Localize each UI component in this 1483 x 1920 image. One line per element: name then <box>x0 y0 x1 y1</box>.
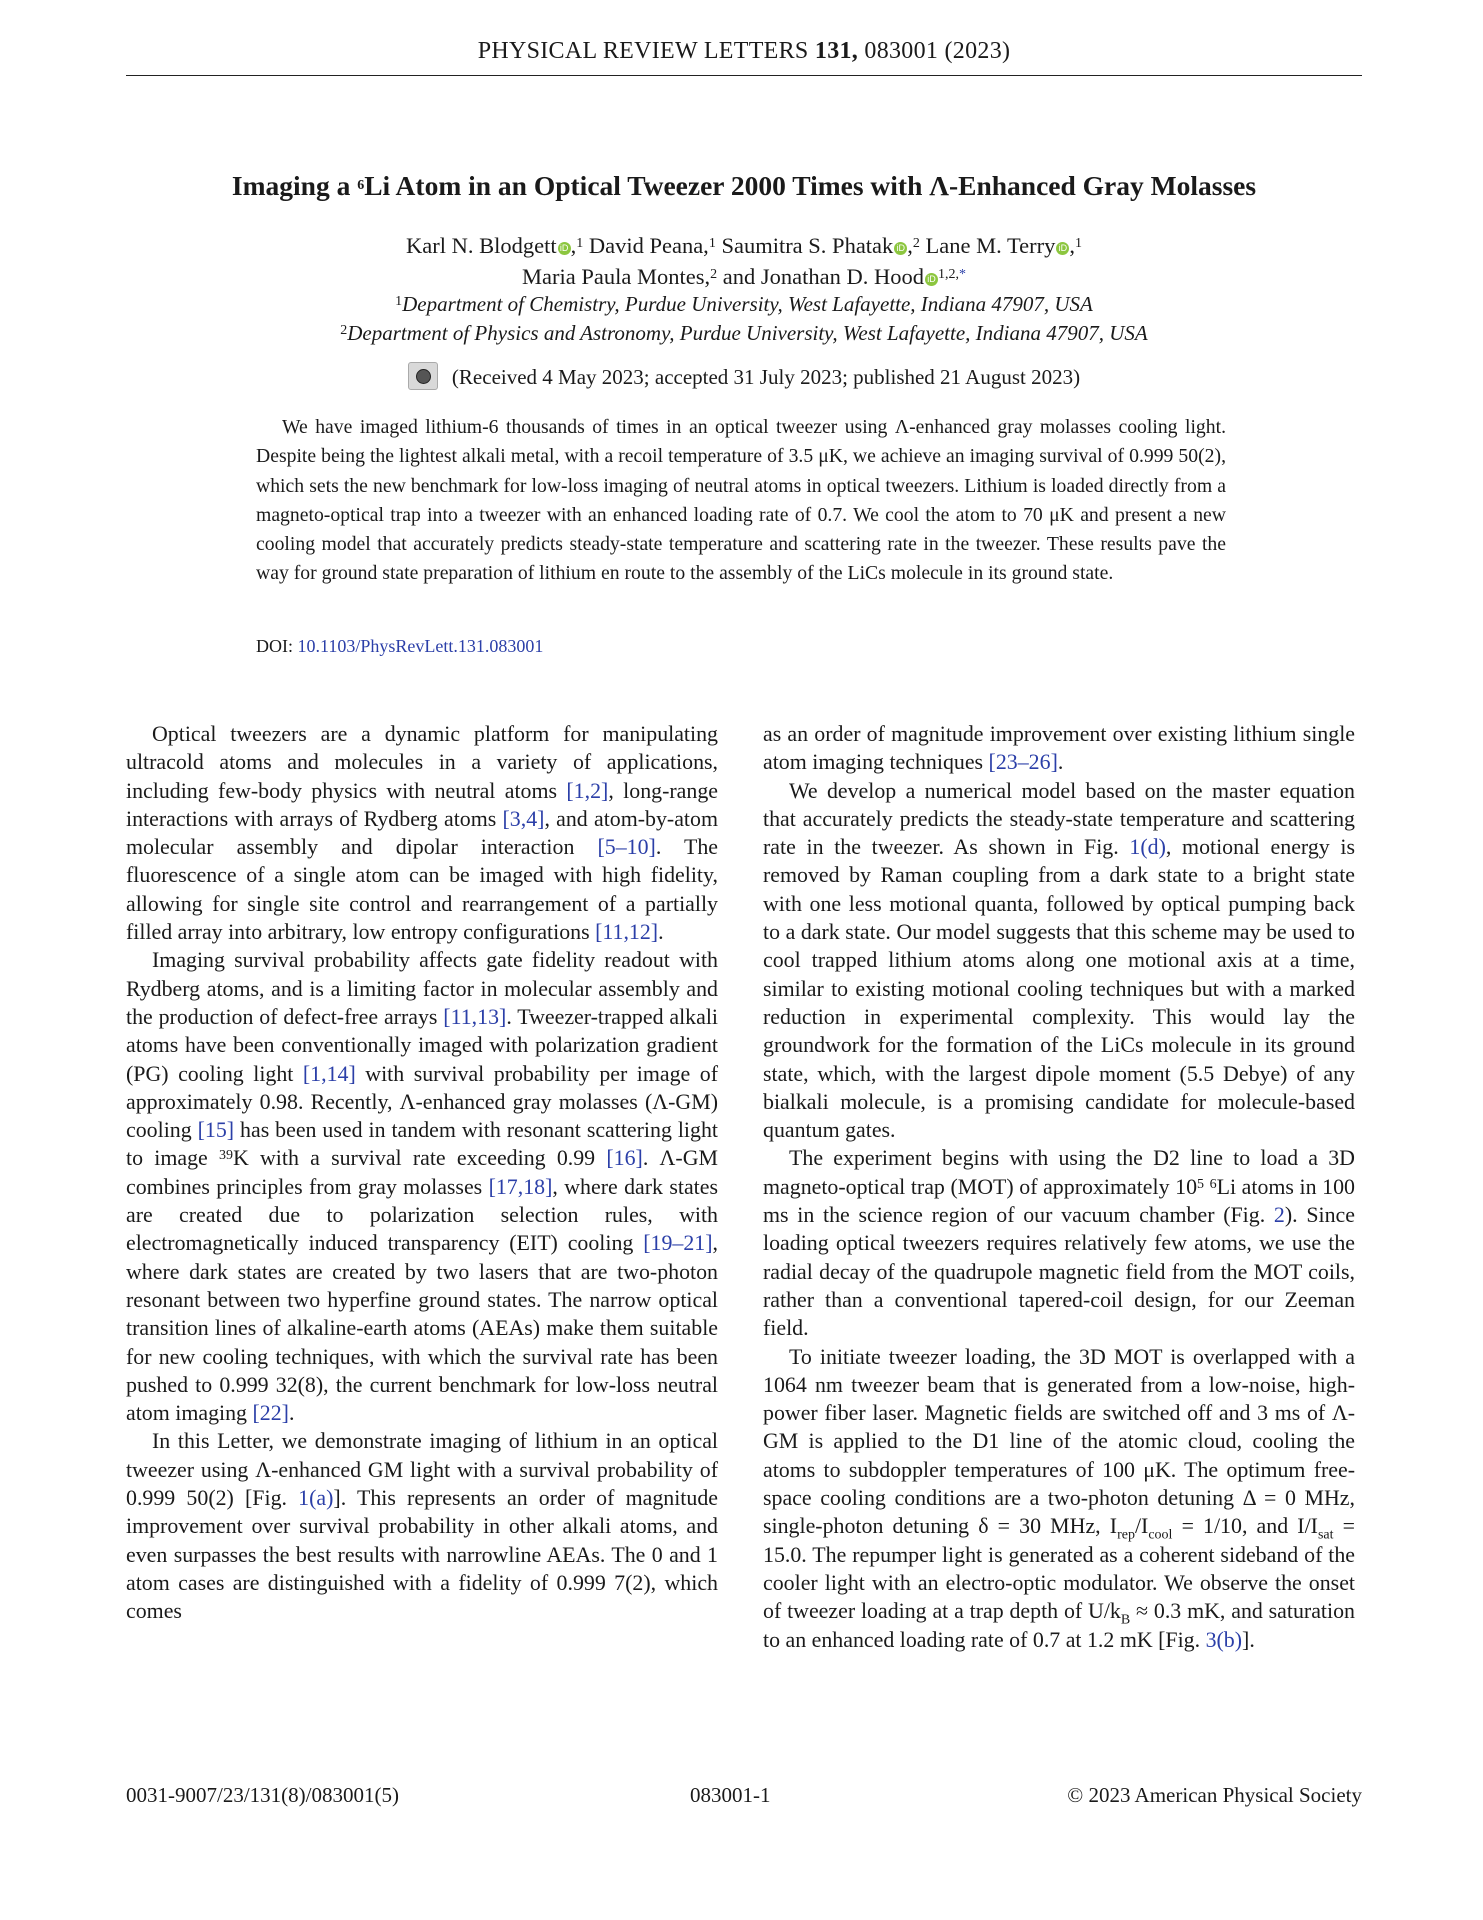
affiliation-1 <box>126 292 1362 317</box>
author-2: David Peana, <box>588 233 709 258</box>
subscript: cool <box>1148 1527 1173 1543</box>
doi-line <box>256 636 543 657</box>
citation-link[interactable]: [16] <box>606 1145 643 1171</box>
citation-link[interactable]: [22] <box>252 1400 289 1426</box>
text: , where dark states are created by two lasers that are two-photon resonant between two hyperfine ground states. The narrow optical transition lines of alkaline-earth atoms (AEAs) make them suitable for new cooling techniques, with which the survival rate has been pushed to 0.999 32(8), the current benchmark for low-loss neutral atom imaging <box>126 1230 718 1426</box>
author-3: Saumitra S. Phatak <box>721 233 894 258</box>
text: , long-range interactions with arrays of Rydberg atoms <box>126 777 718 831</box>
figure-link[interactable]: 1(d) <box>1129 834 1166 860</box>
doi-label: DOI: <box>256 636 293 656</box>
text: = 1/10, and I/I <box>1172 1513 1318 1539</box>
orcid-icon[interactable]: iD <box>894 242 907 255</box>
text: as an order of magnitude improvement over existing lithium single atom imaging techniques <box>763 721 1355 775</box>
author-6: and Jonathan D. Hood <box>722 264 924 289</box>
citation-link[interactable]: [11,13] <box>443 1003 507 1029</box>
title-pre: Imaging a <box>231 170 358 201</box>
subscript: B <box>1120 1612 1131 1628</box>
subscript: rep <box>1117 1527 1135 1543</box>
author-2-affil: 1 <box>708 236 716 251</box>
affiliation-2 <box>126 321 1362 346</box>
text: /I <box>1134 1513 1149 1539</box>
citation-link[interactable]: [15] <box>197 1117 235 1143</box>
journal-name: PHYSICAL REVIEW LETTERS <box>477 38 809 64</box>
text: We develop a numerical model based on the master equation that accurately predicts the steady-state temperature and scattering rate in the tweezer. As shown in Fig. <box>763 777 1355 860</box>
paragraph-5 <box>763 777 1355 1145</box>
citation-link[interactable]: [19–21] <box>643 1230 713 1256</box>
text: The experiment begins with using the D2 line to load a 3D magneto-optical trap (MOT) of approximately 10 <box>763 1145 1355 1199</box>
citation-link[interactable]: [1,2] <box>566 777 609 803</box>
title-post: Li Atom in an Optical Tweezer 2000 Times with Λ-Enhanced Gray Molasses <box>364 170 1257 201</box>
text: ≈ 0.3 mK, and saturation to an enhanced loading rate of 0.7 at 1.2 mK [Fig. <box>763 1598 1355 1652</box>
author-6-affil: 1,2, <box>937 267 959 282</box>
text <box>1204 1174 1210 1199</box>
figure-link[interactable]: 3(b) <box>1205 1626 1243 1652</box>
paragraph-6 <box>763 1144 1355 1342</box>
article-number: 083001 (2023) <box>864 38 1011 64</box>
affiliation-1-text: Department of Chemistry, Purdue University, West Lafayette, Indiana 47907, USA <box>402 292 1093 316</box>
text: ). Since loading optical tweezers requires relatively few atoms, we use the radial decay of the quadrupole magnetic field from the MOT coils, rather than a conventional tapered-coil design, for our Zeeman field. <box>763 1202 1355 1341</box>
text: . <box>658 919 664 945</box>
left-column <box>126 720 718 1626</box>
abstract: We have imaged lithium-6 thousands of times in an optical tweezer using Λ-enhanced gray molasses cooling light. Despite being the lightest alkali metal, with a recoil temperature of 3.5 μK, we achieve an imaging survival of 0.999 50(2), which sets the new benchmark for low-loss imaging of neutral atoms in optical tweezers. Lithium is loaded directly from a magneto-optical trap into a tweezer with an enhanced loading rate of 0.7. We cool the atom to 70 μK and present a new cooling model that accurately predicts steady-state temperature and scattering rate in the tweezer. These results pave the way for ground state preparation of lithium en route to the assembly of the LiCs molecule in its ground state. <box>256 416 1226 585</box>
mass-number: 6 <box>1209 1176 1217 1192</box>
text: Optical tweezers are a dynamic platform for manipulating ultracold atoms and molecules in a variety of applications, including few-body physics with neutral atoms <box>126 721 718 803</box>
text: . The fluorescence of a single atom can be imaged with high fidelity, allowing for single site control and rearrangement of a partially filled array into arbitrary, low entropy configurations <box>126 834 718 945</box>
author-4-affil: 1 <box>1075 236 1083 251</box>
text: K with a survival rate exceeding 0.99 <box>232 1145 607 1171</box>
text: Imaging survival probability affects gate fidelity readout with Rydberg atoms, and is a limiting factor in molecular assembly and the production of defect-free arrays <box>126 947 718 1029</box>
figure-link[interactable]: 1(a) <box>298 1485 334 1511</box>
title-mass-number: 6 <box>357 178 365 193</box>
citation-link[interactable]: [17,18] <box>488 1173 553 1199</box>
author-1: Karl N. Blodgett <box>405 233 557 258</box>
received-dates <box>126 362 1362 390</box>
text: To initiate tweezer loading, the 3D MOT is overlapped with a 1064 nm tweezer beam that is generated from a low-noise, high-power fiber laser. Magnetic fields are switched off and 3 ms of Λ-GM is applied to the D1 line of the atomic cloud, cooling the atoms to subdoppler temperatures of 100 μK. The optimum free-space cooling conditions are a two-photon detuning Δ = 0 MHz, single-photon detuning δ = 30 MHz, I <box>763 1343 1355 1539</box>
author-5: Maria Paula Montes, <box>522 264 711 289</box>
author-1-affil: 1 <box>576 236 584 251</box>
text: ]. <box>1242 1626 1255 1652</box>
footer-page-number: 083001-1 <box>690 1783 771 1807</box>
text: Li atoms in 100 ms in the science region of our vacuum chamber (Fig. <box>763 1173 1355 1228</box>
mass-number: 39 <box>218 1148 233 1164</box>
doi-link[interactable]: 10.1103/PhysRevLett.131.083001 <box>297 636 544 656</box>
header-rule <box>126 75 1362 76</box>
author-list: Karl N. Blodgett iD ,$^1$ David Peana,$^1$ Saumitra S. Phatak iD ,$^2$ Lane M. Terry iD ,$^1$ Maria Paula Montes,$^2$ and Jonathan D. Hood iD $^{1,2,*}$ <box>405 233 1083 289</box>
citation-link[interactable]: [23–26] <box>988 749 1058 775</box>
citation-link[interactable]: [3,4] <box>502 805 545 831</box>
author-5-affil: 2 <box>710 267 718 282</box>
text: has been used in tandem with resonant scattering light to image <box>126 1117 718 1171</box>
affiliation-2-text: Department of Physics and Astronomy, Purdue University, West Lafayette, Indiana 47907, USA <box>347 321 1148 345</box>
text: , motional energy is removed by Raman coupling from a dark state to a bright state with one less motional quanta, followed by optical pumping back to a dark state. Our model suggests that this scheme may be used to cool trapped lithium atoms along one motional axis at a time, similar to existing motional cooling techniques but with a marked reduction in experimental complexity. This would lay the groundwork for the formation of the LiCs molecule in its ground state, which, with the largest dipole moment (5.5 Debye) of any bialkali molecule, is a promising candidate for molecule-based quantum gates. <box>763 834 1356 1143</box>
citation-link[interactable]: [11,12] <box>595 919 659 945</box>
citation-link[interactable]: [5–10] <box>597 834 656 860</box>
affiliation-2-number: 2 <box>340 323 348 338</box>
text: ]. This represents an order of magnitude improvement over survival probability in other alkali atoms, and even surpasses the best results with narrowline AEAs. The 0 and 1 atom cases are distinguished with a fidelity of 0.999 7(2), which comes <box>126 1485 718 1624</box>
text: with survival probability per image of approximately 0.98. Recently, Λ-enhanced gray molasses (Λ-GM) cooling <box>126 1060 719 1143</box>
text: , and atom-by-atom molecular assembly and dipolar interaction <box>126 805 718 860</box>
paragraph-7 <box>763 1343 1355 1654</box>
orcid-icon[interactable]: iD <box>925 273 938 286</box>
footer-copyright: © 2023 American Physical Society <box>1067 1783 1362 1807</box>
text: = 15.0. The repumper light is generated as a coherent sideband of the cooler light with an electro-optic modulator. We observe the onset of tweezer loading at a trap depth of U/k <box>763 1513 1355 1624</box>
corresponding-author-link[interactable]: * <box>958 267 966 282</box>
affiliation-1-number: 1 <box>395 294 403 309</box>
subscript: sat <box>1317 1527 1334 1543</box>
paragraph-4 <box>763 720 1355 777</box>
paragraph-2 <box>126 946 718 1427</box>
journal-volume: 131, <box>814 38 859 64</box>
text: . <box>1057 749 1064 775</box>
paragraph-1 <box>126 720 718 946</box>
orcid-icon[interactable]: iD <box>558 242 571 255</box>
received-text: (Received 4 May 2023; accepted 31 July 2023; published 21 August 2023) <box>451 365 1081 389</box>
text: In this Letter, we demonstrate imaging of lithium in an optical tweezer using Λ-enhanced GM light with a survival probability of 0.999 50(2) [Fig. <box>126 1428 718 1511</box>
paper-title <box>126 170 1362 202</box>
right-column <box>763 720 1355 1654</box>
text: . Λ-GM combines principles from gray molasses <box>126 1145 718 1199</box>
text: . Tweezer-trapped alkali atoms have been conventionally imaged with polarization gradient (PG) cooling light <box>126 1003 718 1086</box>
author-3-affil: 2 <box>912 236 920 251</box>
text: , where dark states are created due to polarization selection rules, with electromagnetically induced transparency (EIT) cooling <box>126 1173 718 1256</box>
footer-issn: 0031-9007/23/131(8)/083001(5) <box>126 1783 399 1807</box>
text: . <box>288 1400 295 1426</box>
paragraph-3 <box>126 1427 718 1625</box>
author-4: Lane M. Terry <box>925 233 1056 258</box>
figure-link[interactable]: 2 <box>1273 1202 1285 1228</box>
citation-link[interactable]: [1,14] <box>302 1060 356 1086</box>
running-header <box>126 38 1362 65</box>
orcid-icon[interactable]: iD <box>1056 242 1069 255</box>
crossmark-icon[interactable] <box>408 362 438 390</box>
exponent: 5 <box>1197 1176 1205 1192</box>
